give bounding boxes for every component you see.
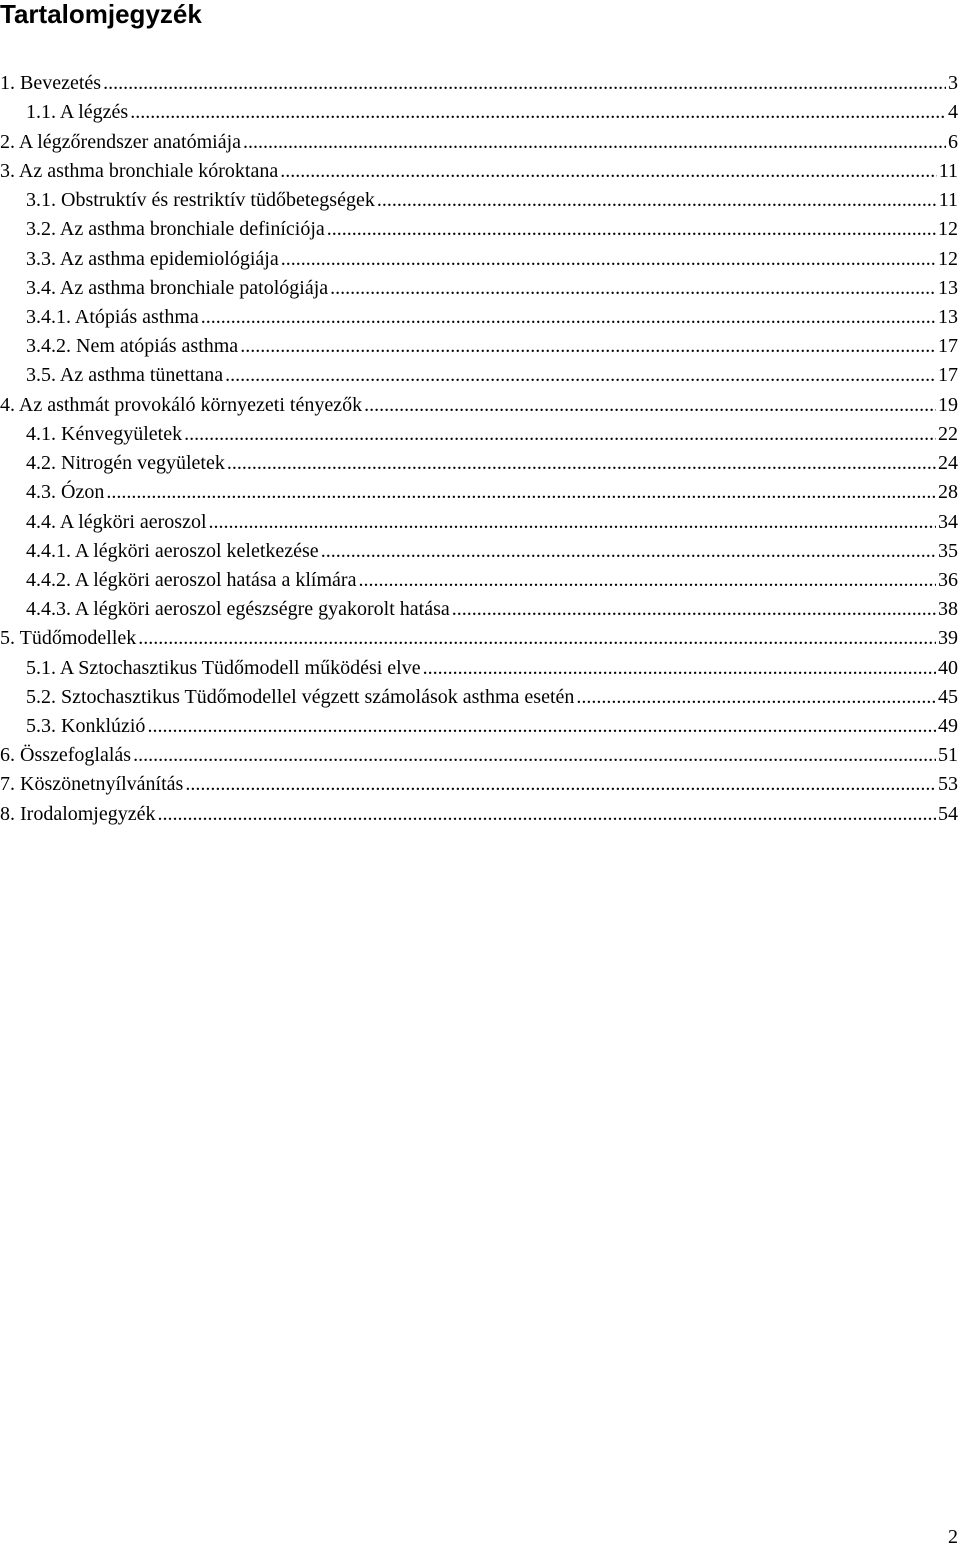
- toc-entry[interactable]: [0, 445, 960, 474]
- toc-entry[interactable]: [0, 211, 960, 240]
- dot-leader: [184, 423, 936, 445]
- toc-entry-page: 4: [948, 101, 958, 124]
- toc-entry[interactable]: [0, 591, 960, 620]
- toc-entry-label: 4.4. A légköri aeroszol: [26, 510, 207, 533]
- page-number: 2: [948, 1526, 958, 1548]
- toc-entry-label: 4.4.1. A légköri aeroszol keletkezése: [26, 539, 319, 562]
- toc-entry-label: 7. Köszönetnyílvánítás: [0, 773, 184, 796]
- toc-entry-page: 39: [938, 627, 958, 650]
- toc-entry-label: 6. Összefoglalás: [0, 744, 132, 767]
- toc-entry[interactable]: [0, 708, 960, 737]
- toc-entry-page: 12: [938, 247, 958, 270]
- toc-entry[interactable]: [0, 65, 960, 94]
- toc-entry[interactable]: [0, 240, 960, 269]
- toc-entry-label: 4.2. Nitrogén vegyületek: [26, 452, 225, 475]
- toc-entry-page: 17: [938, 364, 958, 387]
- dot-leader: [147, 715, 936, 737]
- toc-entry-label: 3.3. Az asthma epidemiológiája: [26, 247, 279, 270]
- toc-entry-label: 4.4.2. A légköri aeroszol hatása a klímára: [26, 568, 357, 591]
- dot-leader: [133, 744, 936, 766]
- dot-leader: [103, 72, 946, 94]
- dot-leader: [209, 511, 936, 533]
- dot-leader: [364, 394, 936, 416]
- dot-leader: [280, 160, 936, 182]
- toc-entry-page: 38: [938, 598, 958, 621]
- dot-leader: [452, 598, 936, 620]
- dot-leader: [138, 627, 936, 649]
- toc-entry-page: 40: [938, 656, 958, 679]
- toc-entry-page: 6: [948, 130, 958, 153]
- toc-entry-label: 2. A légzőrendszer anatómiája: [0, 130, 242, 153]
- toc-entry[interactable]: [0, 679, 960, 708]
- toc-entry[interactable]: [0, 328, 960, 357]
- toc-entry-label: 5.2. Sztochasztikus Tüdőmodellel végzett számolások asthma esetén: [26, 685, 575, 708]
- toc-entry-label: 5. Tüdőmodellek: [0, 627, 137, 650]
- toc-entry[interactable]: [0, 416, 960, 445]
- dot-leader: [225, 364, 936, 386]
- toc-entry[interactable]: [0, 270, 960, 299]
- dot-leader: [158, 803, 937, 825]
- toc-entry-page: 24: [938, 452, 958, 475]
- dot-leader: [321, 540, 936, 562]
- toc-entry-label: 4.3. Ózon: [26, 481, 105, 504]
- toc-entry[interactable]: [0, 620, 960, 649]
- toc-entry-page: 17: [938, 335, 958, 358]
- toc-entry-label: 3.4. Az asthma bronchiale patológiája: [26, 276, 329, 299]
- dot-leader: [243, 131, 946, 153]
- toc-entry[interactable]: [0, 123, 960, 152]
- dot-leader: [130, 101, 946, 123]
- table-of-contents: [0, 65, 960, 825]
- toc-entry-page: 22: [938, 422, 958, 445]
- dot-leader: [358, 569, 936, 591]
- dot-leader: [327, 218, 936, 240]
- toc-entry-page: 51: [938, 744, 958, 767]
- page-title: Tartalomjegyzék: [0, 0, 202, 29]
- toc-entry-page: 13: [938, 305, 958, 328]
- toc-entry-page: 53: [938, 773, 958, 796]
- toc-entry-page: 11: [938, 189, 958, 212]
- toc-entry-label: 4. Az asthmát provokáló környezeti tényezők: [0, 393, 363, 416]
- toc-entry[interactable]: [0, 474, 960, 503]
- toc-entry-label: 1. Bevezetés: [0, 72, 102, 95]
- toc-entry[interactable]: [0, 182, 960, 211]
- toc-entry-label: 5.3. Konklúzió: [26, 715, 146, 738]
- toc-entry-label: 4.1. Kénvegyületek: [26, 422, 183, 445]
- toc-entry-page: 19: [938, 393, 958, 416]
- toc-entry[interactable]: [0, 649, 960, 678]
- toc-entry-label: 4.4.3. A légköri aeroszol egészségre gyakorolt hatása: [26, 598, 450, 621]
- toc-entry[interactable]: [0, 153, 960, 182]
- dot-leader: [106, 481, 936, 503]
- toc-entry-label: 1.1. A légzés: [26, 101, 129, 124]
- toc-entry-page: 11: [938, 159, 958, 182]
- dot-leader: [281, 248, 936, 270]
- toc-entry-page: 49: [938, 715, 958, 738]
- toc-entry-page: 13: [938, 276, 958, 299]
- toc-entry-label: 3.2. Az asthma bronchiale definíciója: [26, 218, 325, 241]
- dot-leader: [227, 452, 936, 474]
- toc-entry[interactable]: [0, 503, 960, 532]
- toc-entry-page: 28: [938, 481, 958, 504]
- dot-leader: [423, 657, 936, 679]
- toc-entry-label: 3.1. Obstruktív és restriktív tüdőbetegségek: [26, 189, 375, 212]
- toc-entry-page: 36: [938, 568, 958, 591]
- toc-entry-label: 3.4.1. Atópiás asthma: [26, 305, 199, 328]
- toc-entry-page: 54: [938, 802, 958, 825]
- dot-leader: [377, 189, 937, 211]
- toc-entry-label: 5.1. A Sztochasztikus Tüdőmodell működési elve: [26, 656, 421, 679]
- toc-entry-page: 3: [948, 72, 958, 95]
- toc-entry-label: 3.5. Az asthma tünettana: [26, 364, 224, 387]
- toc-entry[interactable]: [0, 737, 960, 766]
- dot-leader: [240, 335, 936, 357]
- toc-entry[interactable]: [0, 795, 960, 824]
- dot-leader: [330, 277, 936, 299]
- toc-entry-label: 3. Az asthma bronchiale kóroktana: [0, 159, 279, 182]
- toc-entry[interactable]: [0, 299, 960, 328]
- toc-entry-page: 35: [938, 539, 958, 562]
- toc-entry-label: 8. Irodalomjegyzék: [0, 802, 156, 825]
- toc-entry-page: 45: [938, 685, 958, 708]
- toc-entry-label: 3.4.2. Nem atópiás asthma: [26, 335, 239, 358]
- dot-leader: [185, 773, 936, 795]
- toc-entry[interactable]: [0, 533, 960, 562]
- toc-entry-page: 12: [938, 218, 958, 241]
- toc-entry[interactable]: [0, 94, 960, 123]
- dot-leader: [201, 306, 936, 328]
- toc-entry[interactable]: [0, 357, 960, 386]
- dot-leader: [576, 686, 936, 708]
- toc-entry[interactable]: [0, 766, 960, 795]
- toc-entry[interactable]: [0, 386, 960, 415]
- toc-entry-page: 34: [938, 510, 958, 533]
- toc-entry[interactable]: [0, 562, 960, 591]
